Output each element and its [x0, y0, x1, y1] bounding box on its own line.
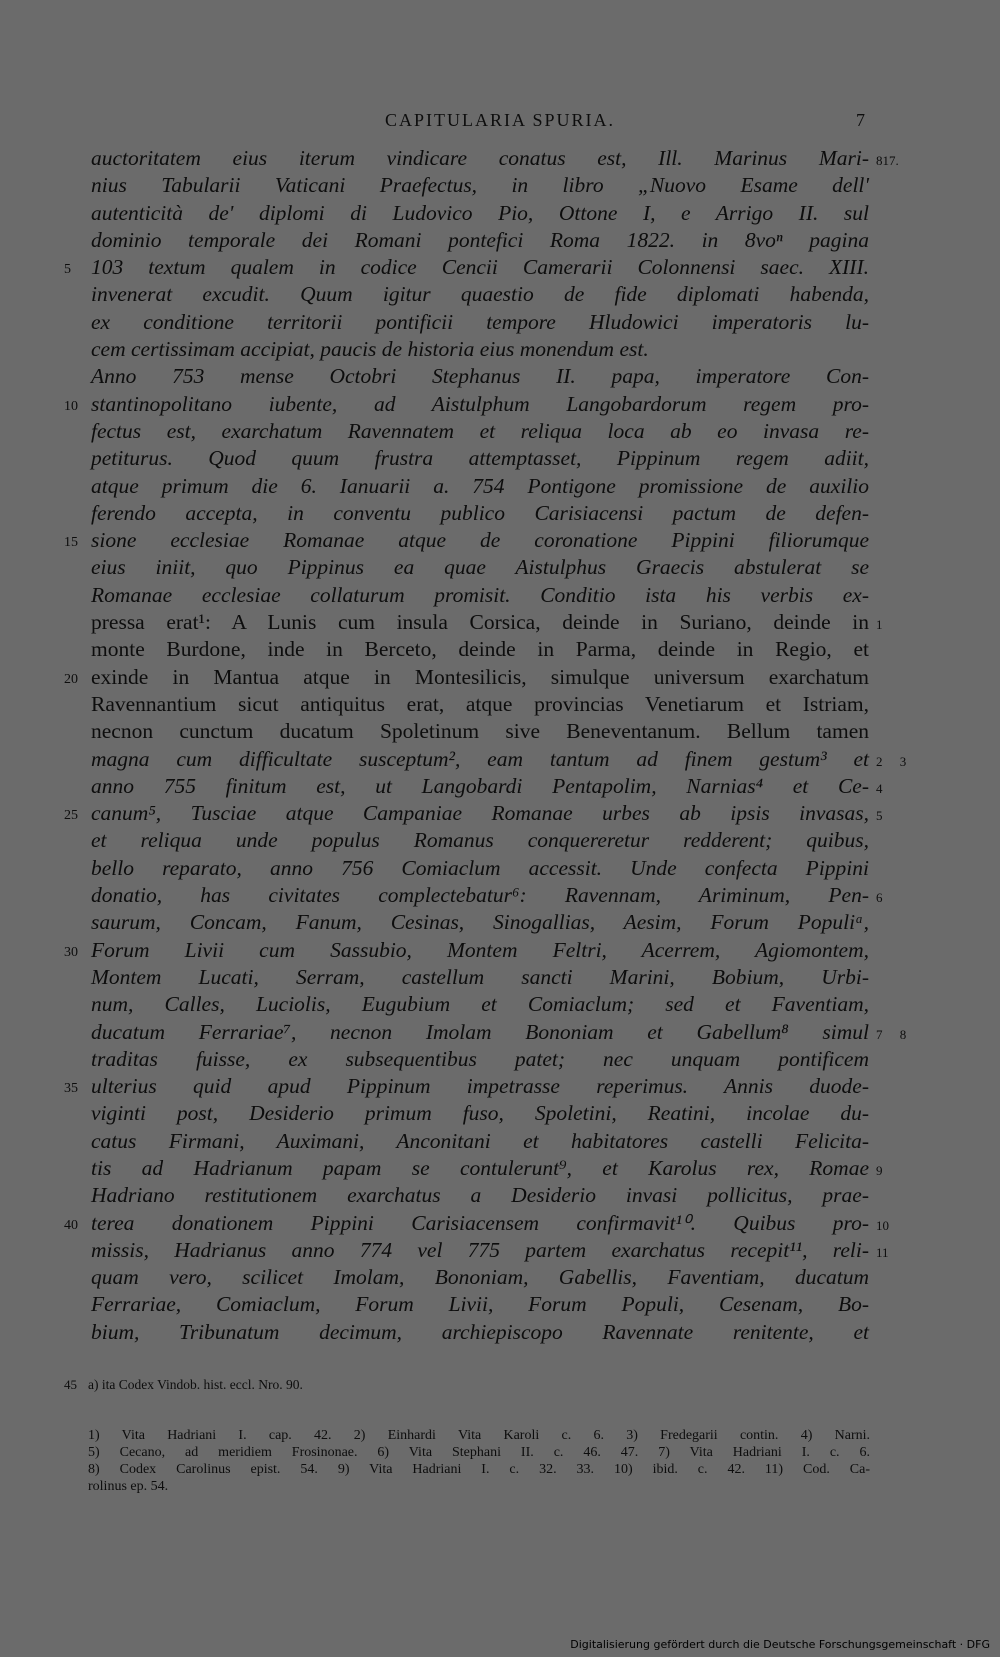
line-text: exinde in Mantua atque in Montesilicis, simulque universum exarchatum — [91, 664, 869, 689]
line-text: traditas fuisse, ex subsequentibus patet; nec unquam pontificem — [91, 1046, 869, 1071]
text-line — [0, 228, 1000, 255]
margin-note: 9 — [876, 1162, 883, 1178]
footnote-block — [64, 1377, 870, 1394]
line-text: canum⁵, Tusciae atque Campaniae Romanae urbes ab ipsis invasas, — [91, 801, 869, 826]
line-text: bello reparato, anno 756 Comiaclum accessit. Unde confecta Pippini — [91, 855, 869, 880]
digitization-credit: Digitalisierung gefördert durch die Deutsche Forschungsgemeinschaft · DFG — [570, 1638, 990, 1651]
line-text: nius Tabularii Vaticani Praefectus, in libro „Nuovo Esame dell' — [91, 173, 869, 198]
line-text: Romanae ecclesiae collaturum promisit. Conditio ista his verbis ex- — [91, 582, 869, 607]
margin-note: 10 — [876, 1217, 889, 1233]
text-line — [0, 774, 1000, 801]
text-line — [0, 501, 1000, 528]
line-text: anno 755 finitum est, ut Langobardi Pentapolim, Narnias⁴ et Ce- — [91, 773, 869, 798]
line-text: ulterius quid apud Pippinum impetrasse reperimus. Annis duode- — [91, 1074, 869, 1099]
line-number: 25 — [64, 808, 78, 824]
line-text: atque primum die 6. Ianuarii a. 754 Pontigone promissione de auxilio — [91, 473, 869, 498]
line-number: 10 — [64, 398, 78, 414]
text-line — [0, 637, 1000, 664]
text-line — [0, 146, 1000, 173]
reference-line: 8) Codex Carolinus epist. 54. 9) Vita Hadriani I. c. 32. 33. 10) ibid. c. 42. 11) Cod. Ca- — [88, 1462, 870, 1477]
text-line — [0, 665, 1000, 692]
text-line — [0, 828, 1000, 855]
line-text: missis, Hadrianus anno 774 vel 775 partem exarchatus recepit¹¹, reli- — [91, 1237, 869, 1262]
reference-notes — [88, 1428, 870, 1496]
text-line — [0, 719, 1000, 746]
line-text: sione ecclesiae Romanae atque de coronatione Pippini filiorumque — [91, 528, 869, 553]
text-line — [0, 992, 1000, 1019]
text-line — [0, 528, 1000, 555]
line-number: 35 — [64, 1081, 78, 1097]
line-text: monte Burdone, inde in Berceto, deinde in Parma, deinde in Regio, et — [91, 637, 869, 662]
footnote-line — [64, 1377, 870, 1394]
text-line — [0, 801, 1000, 828]
line-text: terea donationem Pippini Carisiacensem confirmavit¹⁰. Quibus pro- — [91, 1210, 869, 1235]
line-text: Montem Lucati, Serram, castellum sancti Marini, Bobium, Urbi- — [91, 964, 869, 989]
line-text: pressa erat¹: A Lunis cum insula Corsica, deinde in Suriano, deinde in — [91, 610, 869, 635]
text-line — [0, 555, 1000, 582]
text-line — [0, 1320, 1000, 1347]
text-line — [0, 1238, 1000, 1265]
text-line — [0, 173, 1000, 200]
line-number: 40 — [64, 1217, 78, 1233]
text-line — [0, 1101, 1000, 1128]
line-text: ducatum Ferrariae⁷, necnon Imolam Bononiam et Gabellum⁸ simul — [91, 1019, 869, 1044]
margin-note: 1 — [876, 617, 883, 633]
margin-note: 817. — [876, 153, 899, 168]
text-line — [0, 1183, 1000, 1210]
line-text: stantinopolitano iubente, ad Aistulphum Langobardorum regem pro- — [91, 391, 869, 416]
margin-note: 5 — [876, 808, 883, 824]
text-line — [0, 856, 1000, 883]
reference-line: 5) Cecano, ad meridiem Frosinonae. 6) Vita Stephani II. c. 46. 47. 7) Vita Hadriani I. c. 6. — [88, 1445, 870, 1460]
line-text: Ravennantium sicut antiquitus erat, atque provincias Venetiarum et Istriam, — [91, 691, 869, 716]
line-text: viginti post, Desiderio primum fuso, Spoletini, Reatini, incolae du- — [91, 1101, 869, 1126]
line-text: necnon cunctum ducatum Spoletinum sive Beneventanum. Bellum tamen — [91, 719, 869, 744]
line-text: autenticità de' diplomi di Ludovico Pio, Ottone I, e Arrigo II. sul — [91, 200, 869, 225]
line-text: cem certissimam accipiat, paucis de historia eius monendum est. — [91, 337, 649, 362]
line-text: magna cum difficultate susceptum², eam tantum ad finem gestum³ et — [91, 746, 869, 771]
margin-note: 6 — [876, 890, 883, 906]
text-line — [0, 255, 1000, 282]
margin-note: 4 — [876, 780, 883, 796]
text-line — [0, 1074, 1000, 1101]
line-number: 15 — [64, 535, 78, 551]
text-line — [0, 583, 1000, 610]
text-line — [0, 1211, 1000, 1238]
text-line — [0, 201, 1000, 228]
line-number: 20 — [64, 671, 78, 687]
line-text: auctoritatem eius iterum vindicare conatus est, Ill. Marinus Mari- — [91, 146, 869, 170]
line-text: Ferrariae, Comiaclum, Forum Livii, Forum Populi, Cesenam, Bo- — [91, 1292, 869, 1317]
line-text: catus Firmani, Auximani, Anconitani et habitatores castelli Felicita- — [91, 1128, 869, 1153]
line-text: Forum Livii cum Sassubio, Montem Feltri, Acerrem, Agiomontem, — [91, 937, 869, 962]
line-text: num, Calles, Luciolis, Eugubium et Comiaclum; sed et Faventiam, — [91, 992, 869, 1017]
margin-note: 11 — [876, 1244, 889, 1260]
text-line — [0, 692, 1000, 719]
text-line — [0, 337, 1000, 364]
text-line — [0, 1156, 1000, 1183]
text-line — [0, 1047, 1000, 1074]
text-line — [0, 310, 1000, 337]
text-line — [0, 610, 1000, 637]
footnote-text: a) ita Codex Vindob. hist. eccl. Nro. 90. — [88, 1377, 303, 1392]
reference-line: 1) Vita Hadriani I. cap. 42. 2) Einhardi Vita Karoli c. 6. 3) Fredegarii contin. 4) Narni. — [88, 1428, 870, 1443]
running-header: CAPITULARIA SPURIA. — [384, 110, 616, 130]
text-line — [0, 910, 1000, 937]
text-line — [0, 965, 1000, 992]
line-text: ex conditione territorii pontificii tempore Hludowici imperatoris lu- — [91, 309, 869, 334]
line-text: invenerat excudit. Quum igitur quaestio de fide diplomati habenda, — [91, 282, 869, 307]
text-line — [0, 282, 1000, 309]
line-number: 30 — [64, 944, 78, 960]
line-text: eius iniit, quo Pippinus ea quae Aistulphus Graecis abstulerat se — [91, 555, 869, 580]
text-line — [0, 419, 1000, 446]
text-line — [0, 1020, 1000, 1047]
text-line — [0, 1129, 1000, 1156]
text-line — [0, 1292, 1000, 1319]
line-text: 103 textum qualem in codice Cencii Camerarii Colonnensi saec. XIII. — [91, 255, 869, 280]
line-text: fectus est, exarchatum Ravennatem et reliqua loca ab eo invasa re- — [91, 418, 869, 443]
line-number: 5 — [64, 262, 71, 278]
text-line — [0, 1265, 1000, 1292]
line-text: Hadriano restitutionem exarchatus a Desiderio invasi pollicitus, prae- — [91, 1183, 869, 1208]
margin-note: 2 3 — [876, 753, 907, 769]
line-text: donatio, has civitates complectebatur⁶: Ravennam, Ariminum, Pen- — [91, 883, 869, 908]
line-text: bium, Tribunatum decimum, archiepiscopo Ravennate renitente, et — [91, 1319, 869, 1344]
text-line — [0, 446, 1000, 473]
line-text: quam vero, scilicet Imolam, Bononiam, Gabellis, Faventiam, ducatum — [91, 1265, 869, 1290]
line-text: tis ad Hadrianum papam se contulerunt⁹, et Karolus rex, Romae — [91, 1155, 869, 1180]
page-number: 7 — [856, 110, 865, 130]
reference-line: rolinus ep. 54. — [88, 1479, 169, 1494]
line-text: petiturus. Quod quum frustra attemptasset, Pippinum regem adiit, — [91, 446, 869, 471]
line-text: Anno 753 mense Octobri Stephanus II. papa, imperatore Con- — [91, 364, 869, 389]
text-line — [0, 392, 1000, 419]
body-text — [0, 146, 1000, 1347]
footnote-line-number: 45 — [64, 1377, 77, 1392]
line-text: dominio temporale dei Romani pontefici Roma 1822. in 8voⁿ pagina — [91, 227, 869, 252]
line-text: saurum, Concam, Fanum, Cesinas, Sinogallias, Aesim, Forum Populiᵃ, — [91, 910, 869, 935]
text-line — [0, 474, 1000, 501]
text-line — [0, 883, 1000, 910]
text-line — [0, 747, 1000, 774]
text-line — [0, 938, 1000, 965]
line-text: et reliqua unde populus Romanus conquereretur redderent; quibus, — [91, 828, 869, 853]
text-line — [0, 364, 1000, 391]
margin-note: 7 8 — [876, 1026, 907, 1042]
line-text: ferendo accepta, in conventu publico Carisiacensi pactum de defen- — [91, 500, 869, 525]
